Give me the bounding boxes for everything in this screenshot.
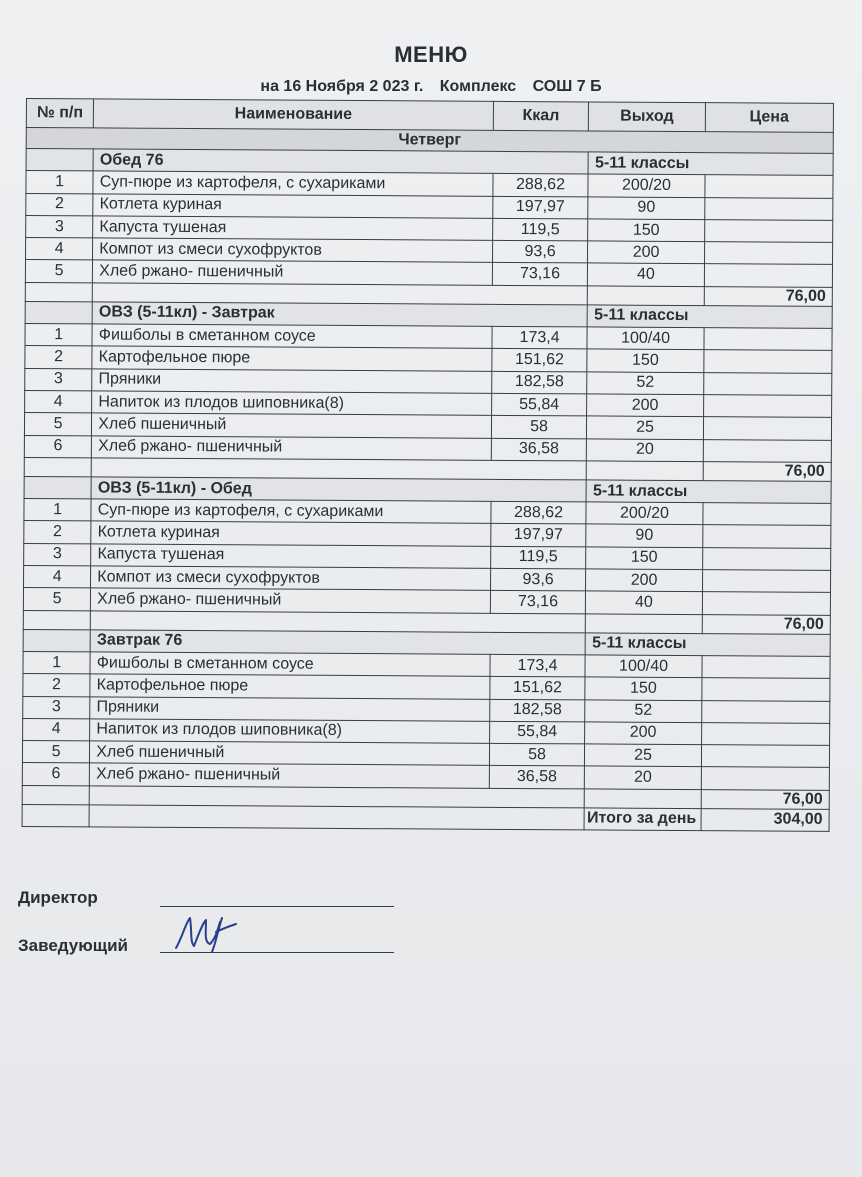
day-name: Четверг: [26, 128, 833, 154]
item-name: Напиток из плодов шиповника(8): [90, 719, 490, 744]
item-name: Хлеб пшеничный: [90, 741, 490, 766]
item-output: 200/20: [588, 174, 704, 197]
menu-table-body: [22, 128, 833, 832]
item-output: 90: [588, 197, 704, 220]
item-name: Котлета куриная: [91, 521, 491, 546]
item-output: 20: [587, 438, 703, 461]
item-number: 2: [23, 674, 90, 697]
item-output: 200: [586, 569, 702, 592]
item-kcal: 182,58: [489, 699, 585, 722]
item-number: 2: [25, 346, 92, 369]
item-output: 150: [586, 547, 702, 570]
item-number: 6: [22, 763, 89, 786]
item-name: Картофельное пюре: [92, 346, 492, 371]
item-name: Напиток из плодов шиповника(8): [92, 391, 492, 416]
item-kcal: 93,6: [490, 568, 586, 591]
item-price: [702, 503, 831, 526]
subtotal-spacer: [588, 286, 704, 306]
item-price: [705, 175, 834, 198]
item-number: 4: [25, 390, 92, 413]
item-kcal: 197,97: [492, 196, 588, 219]
subtotal-spacer: [25, 282, 92, 301]
item-name: Хлеб ржано- пшеничный: [92, 435, 492, 460]
manager-label: Заведующий: [18, 936, 129, 955]
total-row: [22, 804, 829, 831]
item-number: 5: [25, 260, 92, 283]
section-grade: 5-11 классы: [586, 480, 831, 504]
item-output: 100/40: [585, 655, 701, 678]
item-number: 5: [23, 588, 90, 611]
item-number: 1: [23, 651, 90, 674]
item-price: [703, 372, 832, 395]
item-price: [701, 700, 830, 723]
item-kcal: 119,5: [490, 546, 586, 569]
item-output: 90: [586, 524, 702, 547]
col-header-price: Цена: [705, 103, 834, 133]
item-kcal: 119,5: [492, 218, 588, 241]
section-name: Обед 76: [93, 149, 588, 174]
subtitle: [0, 78, 862, 96]
school-name: СОШ 7 Б: [532, 78, 602, 95]
item-price: [701, 722, 830, 745]
item-price: [702, 592, 831, 615]
total-value: 304,00: [701, 808, 830, 831]
section-name: Завтрак 76: [90, 630, 585, 655]
item-number: 5: [24, 413, 91, 436]
item-output: 200: [587, 394, 703, 417]
menu-date: на 16 Ноября 2 023 г.: [260, 78, 424, 95]
item-kcal: 182,58: [491, 371, 587, 394]
item-number: 4: [23, 718, 90, 741]
complex-label: Комплекс: [439, 78, 517, 95]
item-name: Пряники: [92, 369, 492, 394]
item-name: Картофельное пюре: [90, 674, 490, 699]
item-name: Пряники: [90, 696, 490, 721]
item-name: Хлеб ржано- пшеничный: [93, 260, 493, 285]
subtotal-value: 76,00: [701, 789, 830, 809]
item-price: [703, 395, 832, 418]
item-name: Хлеб ржано- пшеничный: [90, 763, 490, 788]
item-kcal: 36,58: [491, 438, 587, 461]
item-price: [703, 350, 832, 373]
subtotal-spacer: [586, 614, 702, 634]
item-name: Фишболы в сметанном соусе: [92, 324, 492, 349]
section-spacer: [26, 149, 93, 172]
col-header-output: Выход: [589, 102, 705, 132]
item-name: Суп-пюре из картофеля, с сухариками: [93, 171, 493, 196]
item-kcal: 173,4: [490, 654, 586, 677]
item-number: 2: [24, 521, 91, 544]
item-price: [702, 525, 831, 548]
item-number: 5: [22, 741, 89, 764]
item-number: 3: [23, 696, 90, 719]
item-kcal: 288,62: [491, 502, 587, 525]
item-output: 100/40: [587, 327, 703, 350]
item-kcal: 73,16: [490, 591, 586, 614]
subtotal-spacer: [24, 457, 91, 476]
section-grade: 5-11 классы: [588, 152, 833, 176]
item-number: 4: [26, 238, 93, 261]
section-grade: 5-11 классы: [586, 633, 831, 657]
subtotal-value: 76,00: [704, 286, 833, 306]
item-price: [704, 197, 833, 220]
item-number: 2: [26, 193, 93, 216]
item-output: 200: [588, 241, 704, 264]
section-spacer: [24, 476, 91, 499]
item-number: 3: [26, 215, 93, 238]
item-number: 6: [24, 435, 91, 458]
item-number: 1: [26, 171, 93, 194]
total-spacer: [89, 805, 584, 830]
item-name: Капуста тушеная: [91, 544, 491, 569]
item-price: [701, 745, 830, 768]
item-price: [703, 417, 832, 440]
item-kcal: 173,4: [492, 326, 588, 349]
col-header-kcal: Ккал: [493, 101, 589, 131]
item-output: 25: [587, 416, 703, 439]
item-kcal: 55,84: [491, 393, 587, 416]
item-output: 25: [585, 744, 701, 767]
item-output: 200: [585, 722, 701, 745]
item-number: 3: [24, 543, 91, 566]
item-price: [704, 328, 833, 351]
total-label: Итого за день: [584, 808, 700, 831]
item-name: Суп-пюре из картофеля, с сухариками: [91, 499, 491, 524]
item-price: [702, 656, 831, 679]
item-price: [704, 220, 833, 243]
item-name: Компот из смеси сухофруктов: [91, 566, 491, 591]
item-kcal: 58: [491, 416, 587, 439]
item-kcal: 36,58: [489, 766, 585, 789]
col-header-number: № п/п: [26, 99, 93, 128]
col-header-name: Наименование: [94, 99, 494, 130]
item-kcal: 288,62: [493, 174, 589, 197]
item-output: 150: [588, 219, 704, 242]
item-name: Хлеб пшеничный: [92, 413, 492, 438]
section-spacer: [23, 629, 90, 652]
item-price: [701, 678, 830, 701]
subtotal-spacer: [587, 461, 703, 481]
item-price: [703, 439, 832, 462]
item-number: 3: [25, 368, 92, 391]
section-name: ОВЗ (5-11кл) - Завтрак: [92, 302, 587, 327]
subtotal-value: 76,00: [702, 614, 831, 634]
item-name: Фишболы в сметанном соусе: [90, 652, 490, 677]
total-spacer: [22, 804, 89, 827]
item-price: [701, 767, 830, 790]
item-name: Котлета куриная: [93, 194, 493, 219]
subtotal-spacer: [23, 610, 90, 629]
item-price: [702, 547, 831, 570]
page-title: МЕНЮ: [394, 42, 468, 67]
item-output: 200/20: [586, 502, 702, 525]
subtotal-spacer: [22, 785, 89, 804]
item-kcal: 151,62: [490, 677, 586, 700]
item-number: 1: [24, 499, 91, 522]
menu-table: [22, 98, 834, 832]
item-kcal: 151,62: [492, 349, 588, 372]
item-price: [702, 570, 831, 593]
item-kcal: 55,84: [489, 721, 585, 744]
item-output: 150: [585, 677, 701, 700]
item-output: 150: [587, 349, 703, 372]
handwritten-signature: [172, 908, 242, 956]
item-price: [704, 264, 833, 287]
director-signature-line: [160, 906, 394, 907]
item-kcal: 73,16: [492, 263, 588, 286]
item-output: 20: [585, 766, 701, 789]
item-output: 40: [586, 591, 702, 614]
item-price: [704, 242, 833, 265]
director-label: Директор: [18, 888, 98, 907]
item-output: 52: [585, 699, 701, 722]
subtotal-spacer: [585, 789, 701, 809]
item-kcal: 93,6: [492, 241, 588, 264]
item-name: Капуста тушеная: [93, 216, 493, 241]
item-name: Хлеб ржано- пшеничный: [91, 588, 491, 613]
item-number: 1: [25, 324, 92, 347]
section-grade: 5-11 классы: [588, 305, 833, 329]
item-name: Компот из смеси сухофруктов: [93, 238, 493, 263]
section-name: ОВЗ (5-11кл) - Обед: [91, 477, 586, 502]
item-kcal: 197,97: [490, 524, 586, 547]
item-output: 40: [588, 263, 704, 286]
item-kcal: 58: [489, 743, 585, 766]
item-output: 52: [587, 372, 703, 395]
section-spacer: [25, 301, 92, 324]
subtotal-value: 76,00: [703, 462, 832, 482]
item-number: 4: [24, 566, 91, 589]
